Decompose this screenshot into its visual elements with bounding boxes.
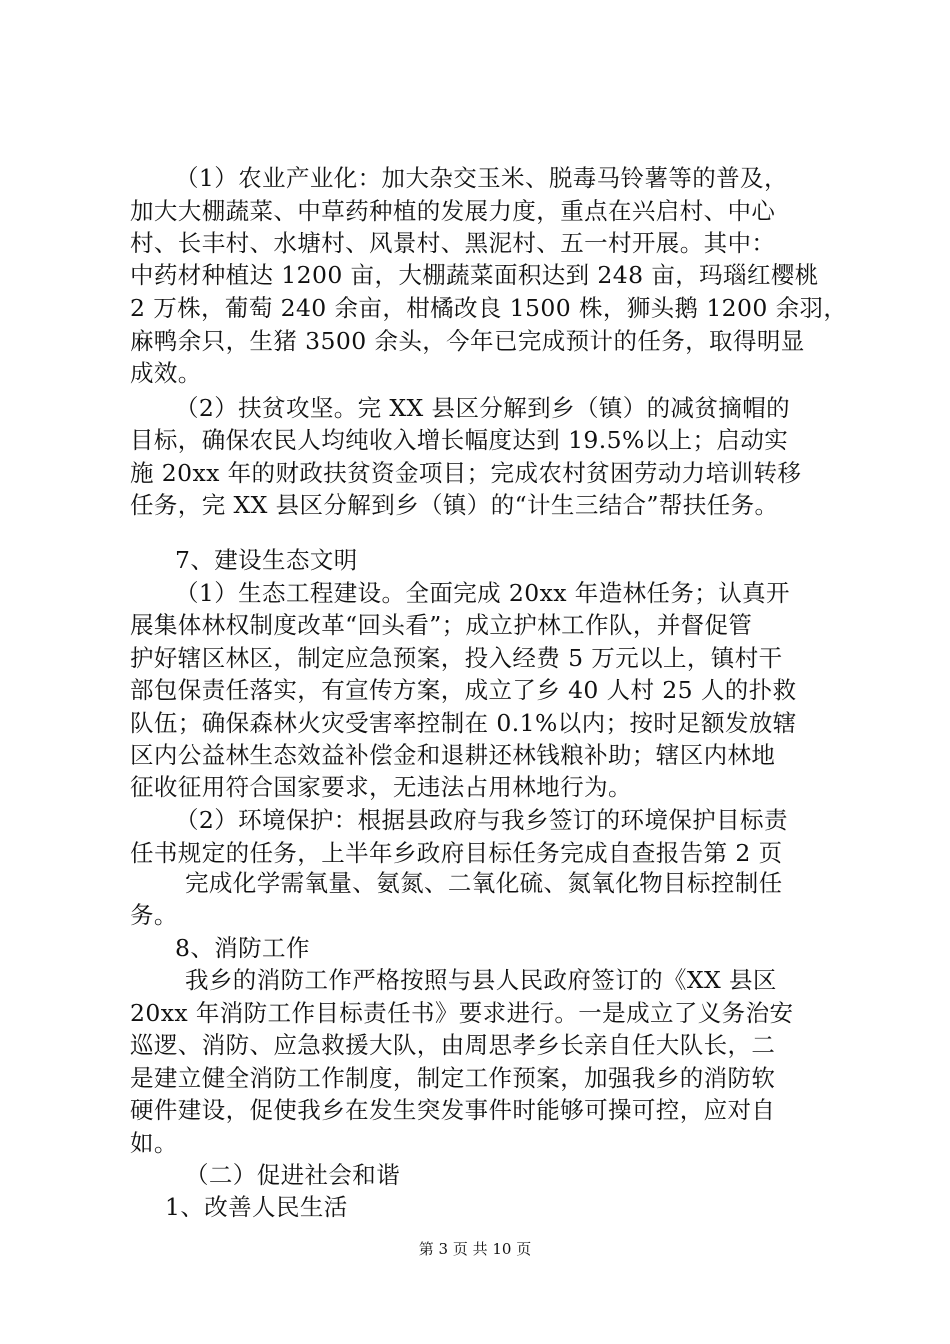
text-line: （1）生态工程建设。全面完成 20xx 年造林任务；认真开: [175, 579, 790, 607]
text-line: 中药材种植达 1200 亩，大棚蔬菜面积达到 248 亩，玛瑙红樱桃: [130, 261, 819, 289]
text-line: （二）促进社会和谐: [185, 1161, 401, 1189]
text-line: 麻鸭余只，生猪 3500 余头，今年已完成预计的任务，取得明显: [130, 327, 805, 355]
text-line: 务。: [130, 901, 178, 929]
text-line: 成效。: [130, 359, 202, 387]
text-line: 区内公益林生态效益补偿金和退耕还林钱粮补助；辖区内林地: [130, 741, 776, 769]
text-line: 加大大棚蔬菜、中草药种植的发展力度，重点在兴启村、中心: [130, 197, 776, 225]
text-line: 队伍；确保森林火灾受害率控制在 0.1%以内；按时足额发放辖: [130, 709, 797, 737]
text-line: 8、消防工作: [175, 934, 310, 962]
text-line: 完成化学需氧量、氨氮、二氧化硫、氮氧化物目标控制任: [185, 869, 783, 897]
text-line: 1、改善人民生活: [165, 1193, 348, 1221]
text-line: 硬件建设，促使我乡在发生突发事件时能够可操可控，应对自: [130, 1096, 776, 1124]
text-line: 村、长丰村、水塘村、风景村、黑泥村、五一村开展。其中：: [130, 229, 776, 257]
text-line: 展集体林权制度改革“回头看”；成立护林工作队，并督促管: [130, 611, 753, 639]
text-line: 2 万株，葡萄 240 余亩，柑橘改良 1500 株，狮头鹅 1200 余羽，: [130, 294, 848, 322]
text-line: 任书规定的任务，上半年乡政府目标任务完成自查报告第 2 页: [130, 839, 783, 867]
text-line: 我乡的消防工作严格按照与县人民政府签订的《XX 县区: [185, 966, 777, 994]
text-line: 巡逻、消防、应急救援大队，由周思孝乡长亲自任大队长，二: [130, 1031, 776, 1059]
page-footer: 第 3 页 共 10 页: [418, 1240, 532, 1258]
text-line: 部包保责任落实，有宣传方案，成立了乡 40 人村 25 人的扑救: [130, 676, 797, 704]
text-line: （1）农业产业化：加大杂交玉米、脱毒马铃薯等的普及，: [175, 164, 788, 192]
text-line: 目标，确保农民人均纯收入增长幅度达到 19.5%以上；启动实: [130, 426, 789, 454]
text-line: （2）扶贫攻坚。完 XX 县区分解到乡（镇）的减贫摘帽的: [175, 394, 791, 422]
text-line: 20xx 年消防工作目标责任书》要求进行。一是成立了义务治安: [130, 999, 794, 1027]
text-line: （2）环境保护：根据县政府与我乡签订的环境保护目标责: [175, 806, 788, 834]
text-line: 施 20xx 年的财政扶贫资金项目；完成农村贫困劳动力培训转移: [130, 459, 802, 487]
text-line: 征收征用符合国家要求，无违法占用林地行为。: [130, 773, 632, 801]
text-line: 如。: [130, 1129, 178, 1157]
text-line: 护好辖区林区，制定应急预案，投入经费 5 万元以上，镇村干: [130, 644, 783, 672]
text-line: 任务，完 XX 县区分解到乡（镇）的“计生三结合”帮扶任务。: [130, 491, 779, 519]
text-line: 是建立健全消防工作制度，制定工作预案，加强我乡的消防软: [130, 1064, 776, 1092]
text-line: 7、建设生态文明: [175, 546, 358, 574]
